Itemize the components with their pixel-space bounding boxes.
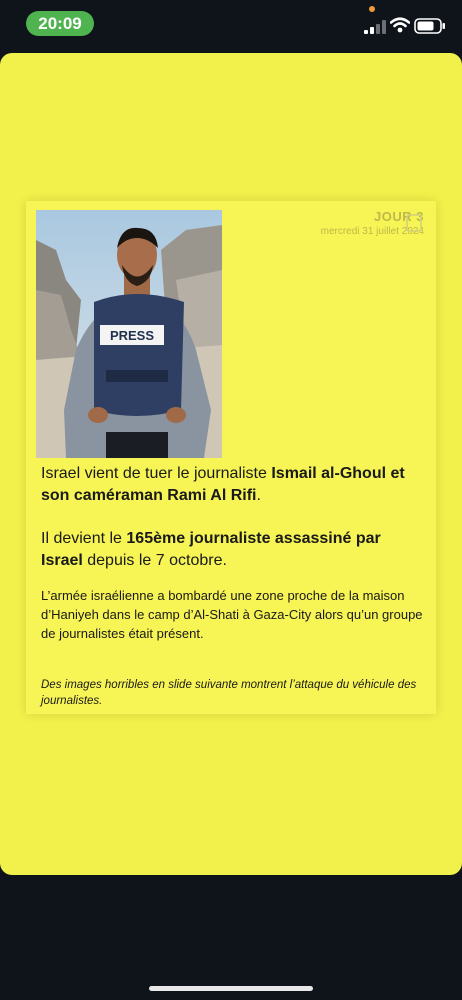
paragraph-count-text: Il devient le <box>41 530 127 547</box>
paragraph-note: Des images horribles en slide suivante montrent l’attaque du véhicule des journalistes. <box>41 679 417 707</box>
battery-icon <box>414 18 446 34</box>
date-label: mercredi 31 juillet 2024 <box>320 226 424 237</box>
status-time[interactable]: 20:09 <box>26 11 94 36</box>
story-card[interactable] <box>0 53 462 875</box>
paragraph-count-bold: 165ème journaliste assassiné par Israel <box>41 530 381 569</box>
paragraph-count <box>41 528 411 572</box>
signal-icon <box>364 20 386 34</box>
bookmark-icon[interactable] <box>406 214 422 232</box>
day-label: JOUR 3 <box>374 209 424 224</box>
paragraph-main-bold: Ismail al-Ghoul et son caméraman Rami Al Rifi <box>41 465 405 504</box>
post-card <box>26 201 436 714</box>
home-indicator[interactable] <box>149 986 313 991</box>
paragraph-details: L’armée israélienne a bombardé une zone proche de la maison d’Haniyeh dans le camp d’Al-Shati à Gaza-City alors qu’un groupe de journalistes était présent. <box>41 588 423 641</box>
journalist-photo <box>36 210 222 458</box>
paragraph-main-end: . <box>256 487 261 504</box>
paragraph-count-end: depuis le 7 octobre. <box>82 552 227 569</box>
paragraph-main <box>41 463 411 507</box>
status-bar <box>0 0 462 46</box>
wifi-icon <box>390 17 410 33</box>
privacy-indicator-dot <box>369 6 375 12</box>
paragraph-main-text: Israel vient de tuer le journaliste <box>41 465 272 482</box>
press-label: PRESS <box>109 328 155 343</box>
